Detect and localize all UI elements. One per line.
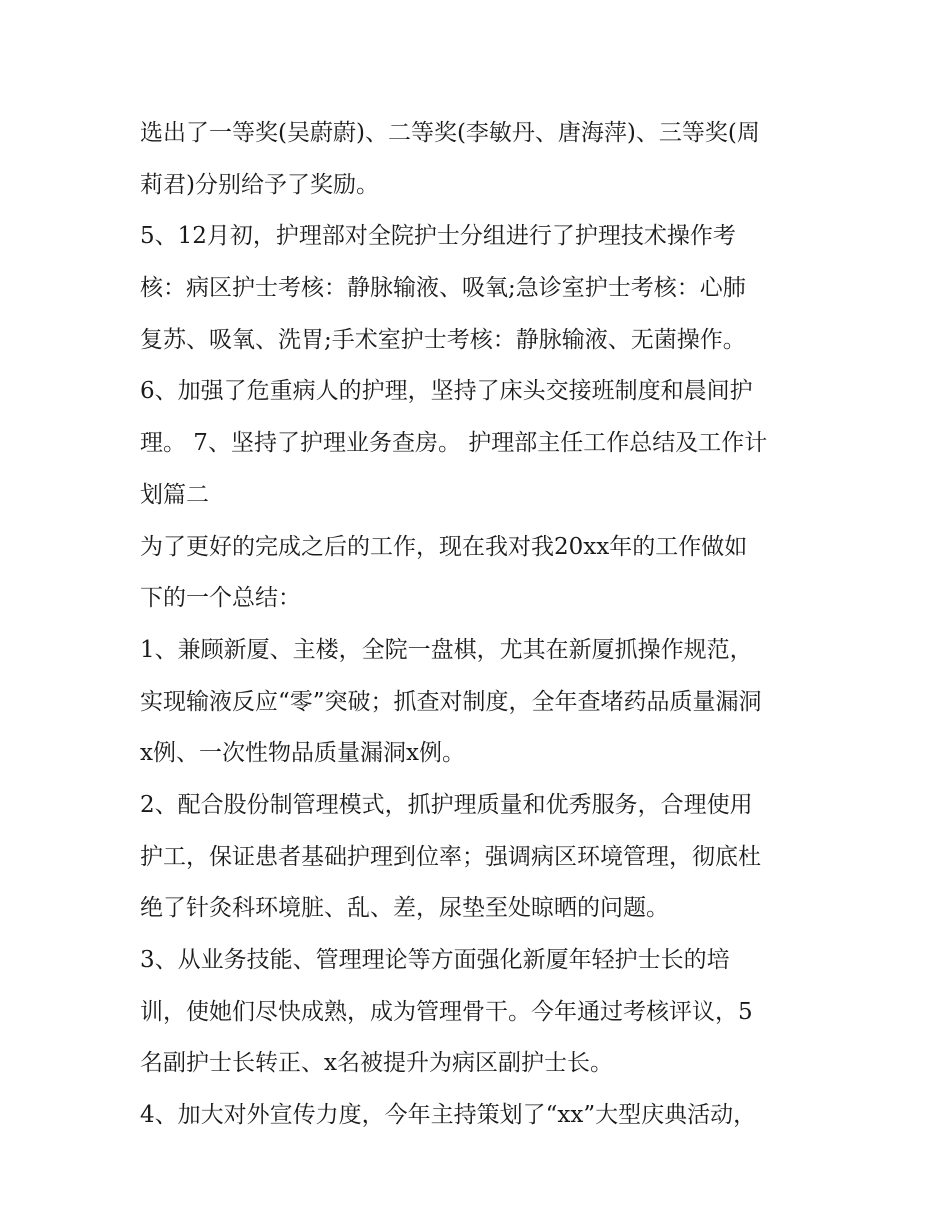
text-line: 6、加强了危重病人的护理，坚持了床头交接班制度和晨间护 [140, 378, 753, 405]
text-line: 4、加大对外宣传力度，今年主持策划了“xx”大型庆典活动， [140, 1102, 757, 1129]
text-line: 训，使她们尽快成熟，成为管理骨干。今年通过考核评议，5 [140, 998, 753, 1025]
text-line: 绝了针灸科环境脏、乱、差，尿垫至处晾晒的问题。 [140, 895, 669, 922]
text-line: x例、一次性物品质量漏洞x例。 [140, 740, 465, 767]
section-heading: 划篇二 [140, 481, 209, 508]
text-line: 2、配合股份制管理模式，抓护理质量和优秀服务，合理使用 [140, 791, 753, 818]
text-line: 1、兼顾新厦、主楼，全院一盘棋，尤其在新厦抓操作规范， [140, 636, 753, 663]
text-line: 复苏、吸氧、洗胃;手术室护士考核：静脉输液、无菌操作。 [140, 326, 746, 353]
text-line: 护工，保证患者基础护理到位率；强调病区环境管理，彻底杜 [140, 843, 761, 870]
text-line: 核：病区护士考核：静脉输液、吸氧;急诊室护士考核：心肺 [140, 275, 746, 302]
text-line: 实现输液反应“零”突破；抓查对制度，全年查堵药品质量漏洞 [140, 688, 762, 715]
text-line: 3、从业务技能、管理理论等方面强化新厦年轻护士长的培 [140, 947, 730, 973]
text-line: 名副护士长转正、x名被提升为病区副护士长。 [140, 1050, 613, 1077]
text-line: 下的一个总结： [140, 585, 301, 612]
text-line: 理。 7、坚持了护理业务查房。 护理部主任工作总结及工作计 [140, 430, 768, 457]
text-line: 选出了一等奖(吴蔚蔚)、二等奖(李敏丹、唐海萍)、三等奖(周 [140, 120, 760, 146]
text-line: 5、12月初，护理部对全院护士分组进行了护理技术操作考 [140, 223, 736, 250]
text-line: 为了更好的完成之后的工作，现在我对我20xx年的工作做如 [140, 533, 748, 560]
text-line: 莉君)分别给予了奖励。 [140, 171, 379, 198]
document-body [140, 108, 830, 1142]
